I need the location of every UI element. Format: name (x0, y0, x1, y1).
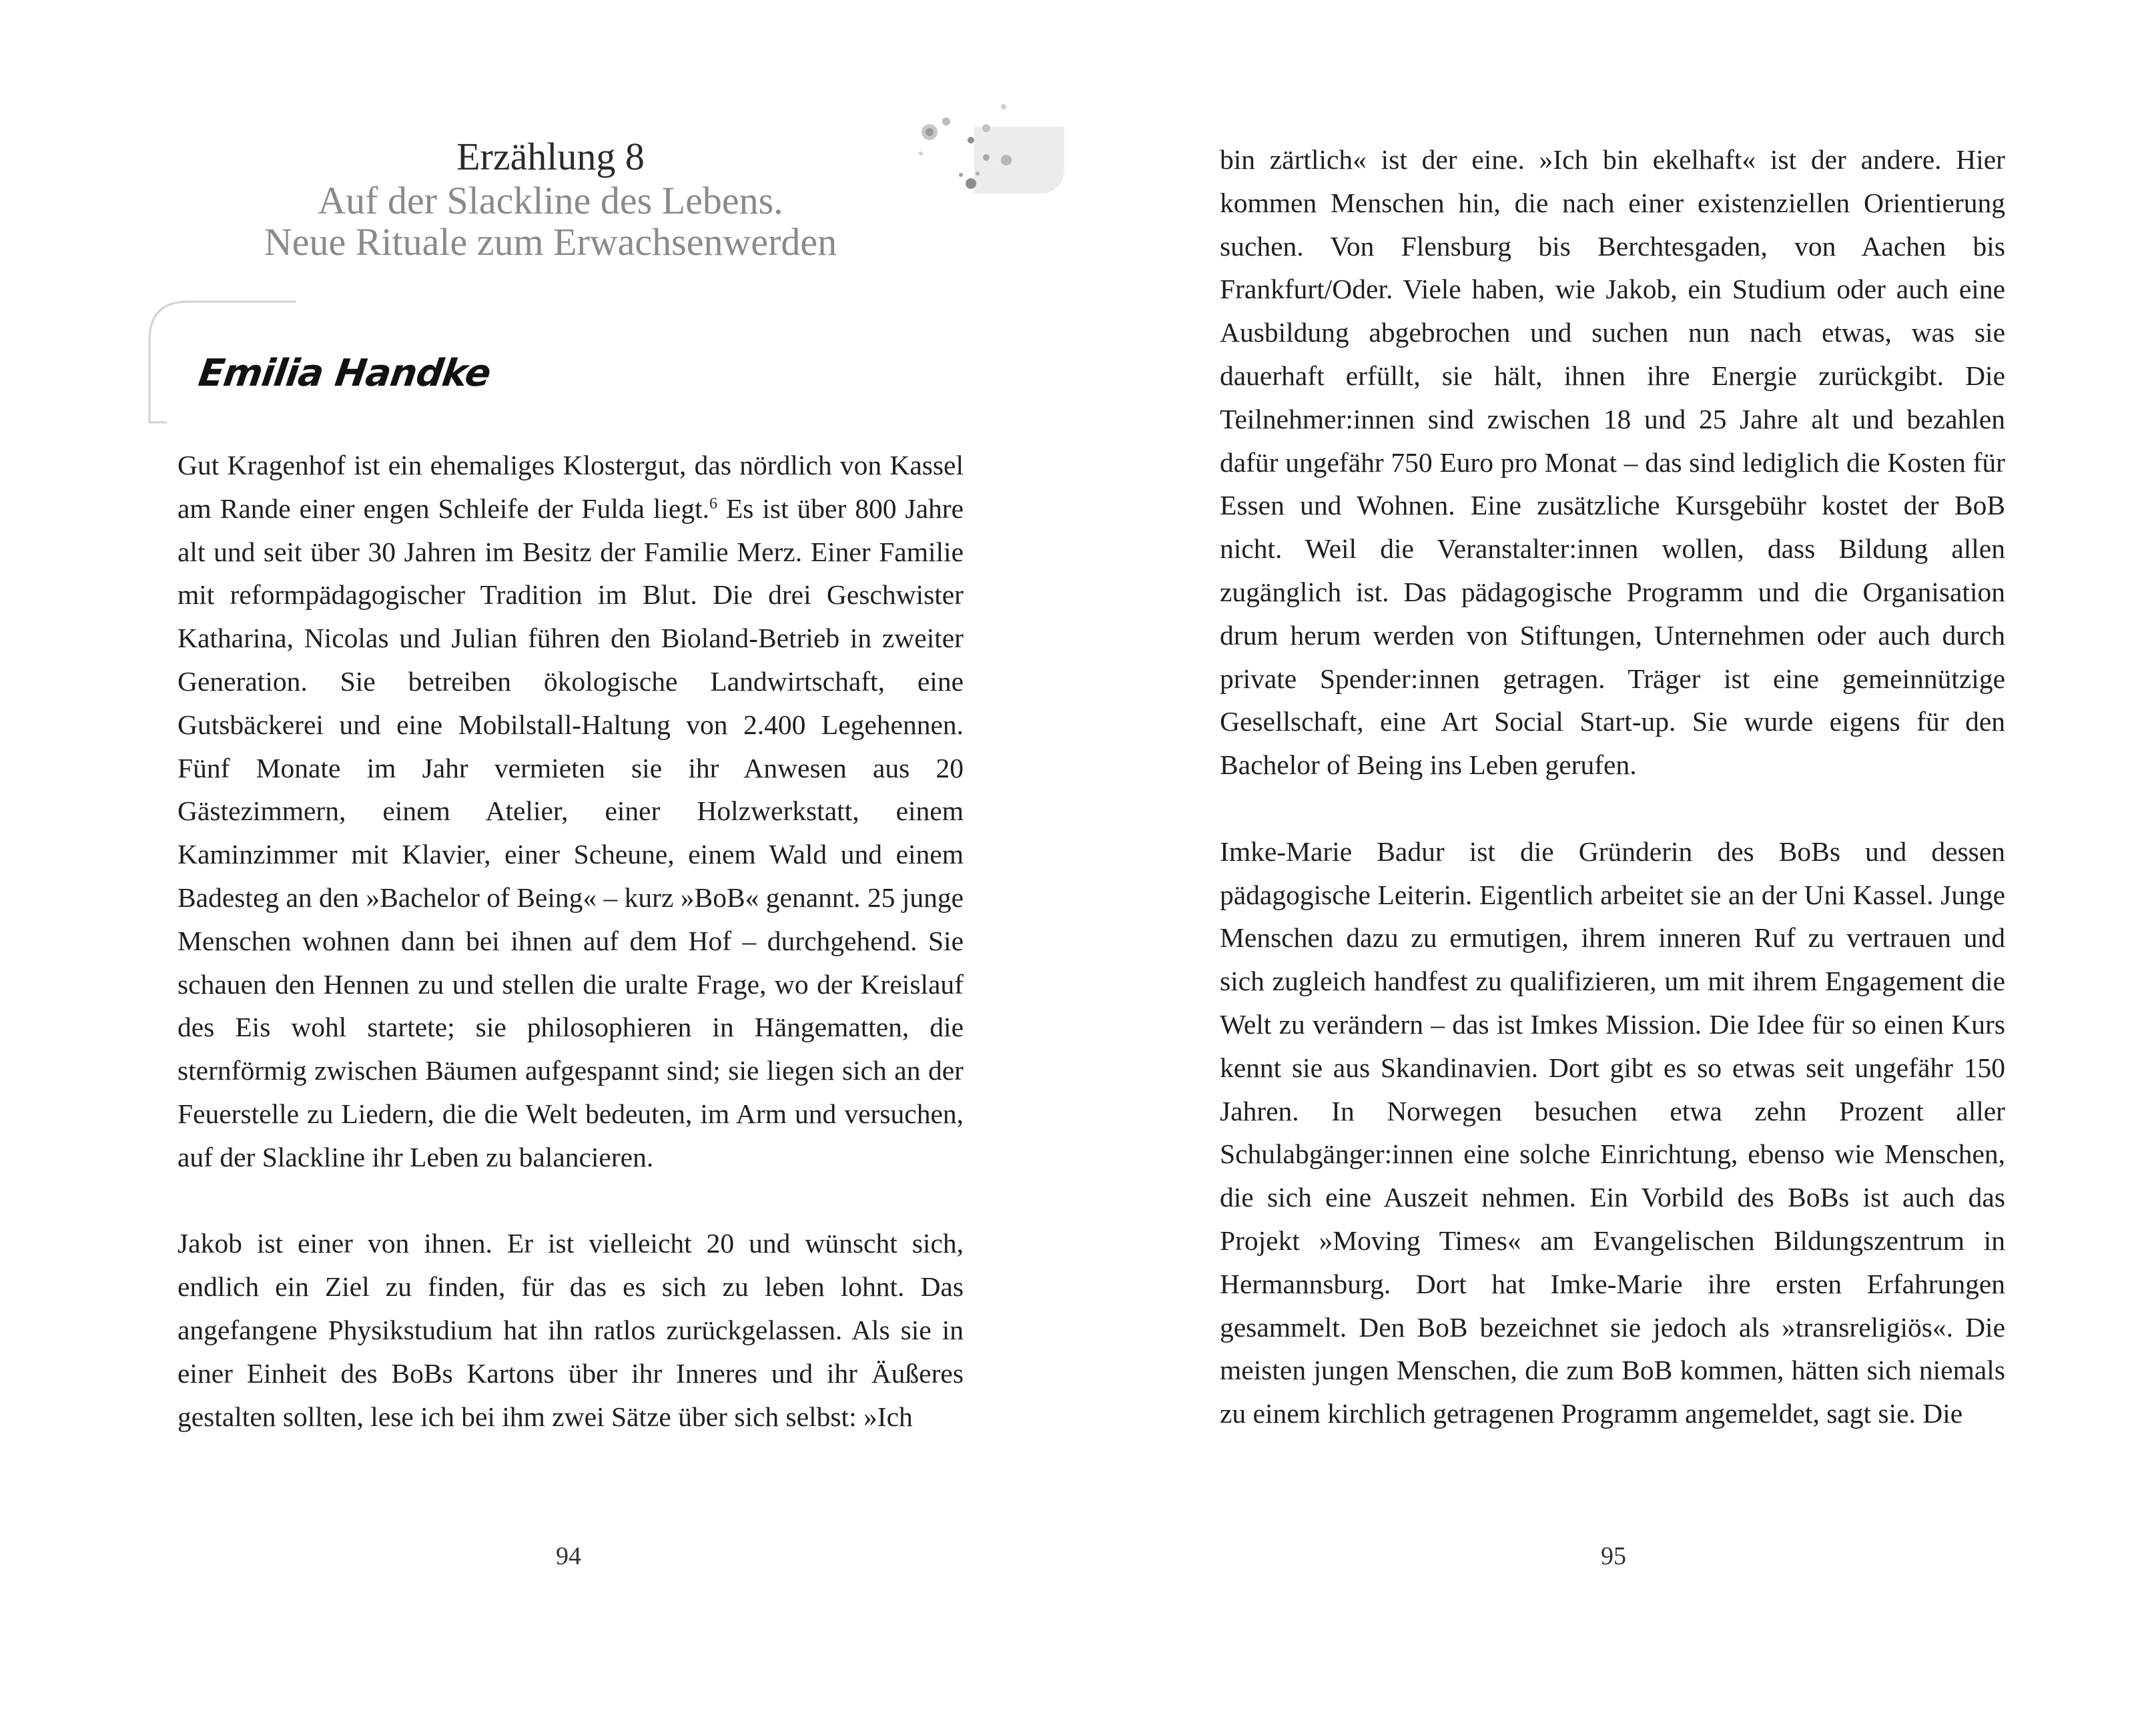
page-number: 95 (1601, 1542, 1626, 1570)
author-name: Emilia Handke (196, 352, 493, 395)
left-page-body (177, 444, 964, 1438)
paragraph: bin zärtlich« ist der eine. »Ich bin ekelhaft« ist der andere. Hier kommen Menschen hin, die nach einer existenziellen Orientierung suchen. Von Flensburg bis Berchtesgaden, von Aachen bis Frankfurt/Oder. Viele haben, wie Jakob, ein Studium oder auch eine Ausbildung abgebrochen und suchen nun nach etwas, was sie dauerhaft erfüllt, sie hält, ihnen ihre Energie zurückgibt. Die Teilnehmer:innen sind zwischen 18 und 25 Jahre alt und bezahlen dafür ungefähr 750 Euro pro Monat – das sind lediglich die Kosten für Essen und Wohnen. Eine zusätzliche Kursgebühr kostet der BoB nicht. Weil die Veranstalter:innen wollen, dass Bildung allen zugänglich ist. Das pädagogische Programm und die Organisation drum herum werden von Stiftungen, Unternehmen oder auch durch private Spender:innen getragen. Träger ist eine gemeinnützige Gesellschaft, eine Art Social Start-up. Sie wurde eigens für den Bachelor of Being ins Leben gerufen. (1220, 144, 2005, 781)
paragraph-text: Gut Kragenhof ist ein ehemaliges Klostergut, das nördlich von Kassel am Rande einer engen Schleife der Fulda liegt. (177, 450, 964, 524)
page-number: 94 (556, 1542, 581, 1570)
footnote-mark: 6 (709, 494, 717, 512)
sparkle-dots-icon (908, 100, 1074, 200)
chapter-number: Erzählung 8 (456, 135, 645, 178)
chapter-heading (200, 133, 901, 263)
paragraph-text-continued: Es ist über 800 Jahre alt und seit über 30 Jahren im Besitz der Familie Merz. Einer Familie mit reformpädagogischer Tradition im Blut. Die drei Geschwister Katharina, Nicolas und Julian führen den Bioland-Betrieb in zweiter Generation. Sie betreiben ökologische Landwirtschaft, eine Gutsbäckerei und eine Mobilstall-Haltung von 2.400 Legehennen. Fünf Monate im Jahr vermieten sie ihr Anwesen aus 20 Gästezimmern, einem Atelier, einer Holzwerkstatt, einem Kaminzimmer mit Klavier, einer Scheune, einem Wald und einem Badesteg an den »Bachelor of Being« – kurz »BoB« genannt. 25 junge Menschen wohnen dann bei ihnen auf dem Hof – durchgehend. Sie schauen den Hennen zu und stellen die uralte Frage, wo der Kreislauf des Eis wohl startete; sie philosophieren in Hängematten, die sternförmig zwischen Bäumen aufgespannt sind; sie liegen sich an der Feuerstelle zu Liedern, die die Welt bedeuten, im Arm und versuchen, auf der Slackline ihr Leben zu balancieren. (177, 492, 964, 1172)
paragraph (177, 444, 964, 1179)
right-page-body (1220, 138, 2005, 1435)
paragraph: Jakob ist einer von ihnen. Er ist vielleicht 20 und wünscht sich, endlich ein Ziel zu finden, für das es sich zu leben lohnt. Das angefangene Physikstudium hat ihn ratlos zurückgelassen. Als sie in einer Einheit des BoBs Kartons über ihr Inneres und ihr Äußeres gestalten sollten, lese ich bei ihm zwei Sätze über sich selbst: »Ich (177, 1228, 964, 1432)
chapter-title-line-2: Neue Rituale zum Erwachsenwerden (264, 220, 837, 264)
paragraph: Imke-Marie Badur ist die Gründerin des BoBs und dessen pädagogische Leiterin. Eigentlich arbeitet sie an der Uni Kassel. Junge Menschen dazu zu ermutigen, ihrem inneren Ruf zu vertrauen und sich zugleich handfest zu qualifizieren, um mit ihrem Engagement die Welt zu verändern – das ist Imkes Mission. Die Idee für so einen Kurs kennt sie aus Skandinavien. Dort gibt es so etwas seit ungefähr 150 Jahren. In Norwegen besuchen etwa zehn Prozent aller Schulabgänger:innen eine solche Einrichtung, ebenso wie Menschen, die sich eine Auszeit nehmen. Ein Vorbild des BoBs ist auch das Projekt »Moving Times« am Evangelischen Bildungszentrum in Hermannsburg. Dort hat Imke-Marie ihre ersten Erfahrungen gesammelt. Den BoB bezeichnet sie jedoch als »transreligiös«. Die meisten jungen Menschen, die zum BoB kommen, hätten sich niemals zu einem kirchlich getragenen Programm angemeldet, sagt sie. Die (1220, 835, 2005, 1429)
chapter-title-line-1: Auf der Slackline des Lebens. (318, 179, 783, 222)
